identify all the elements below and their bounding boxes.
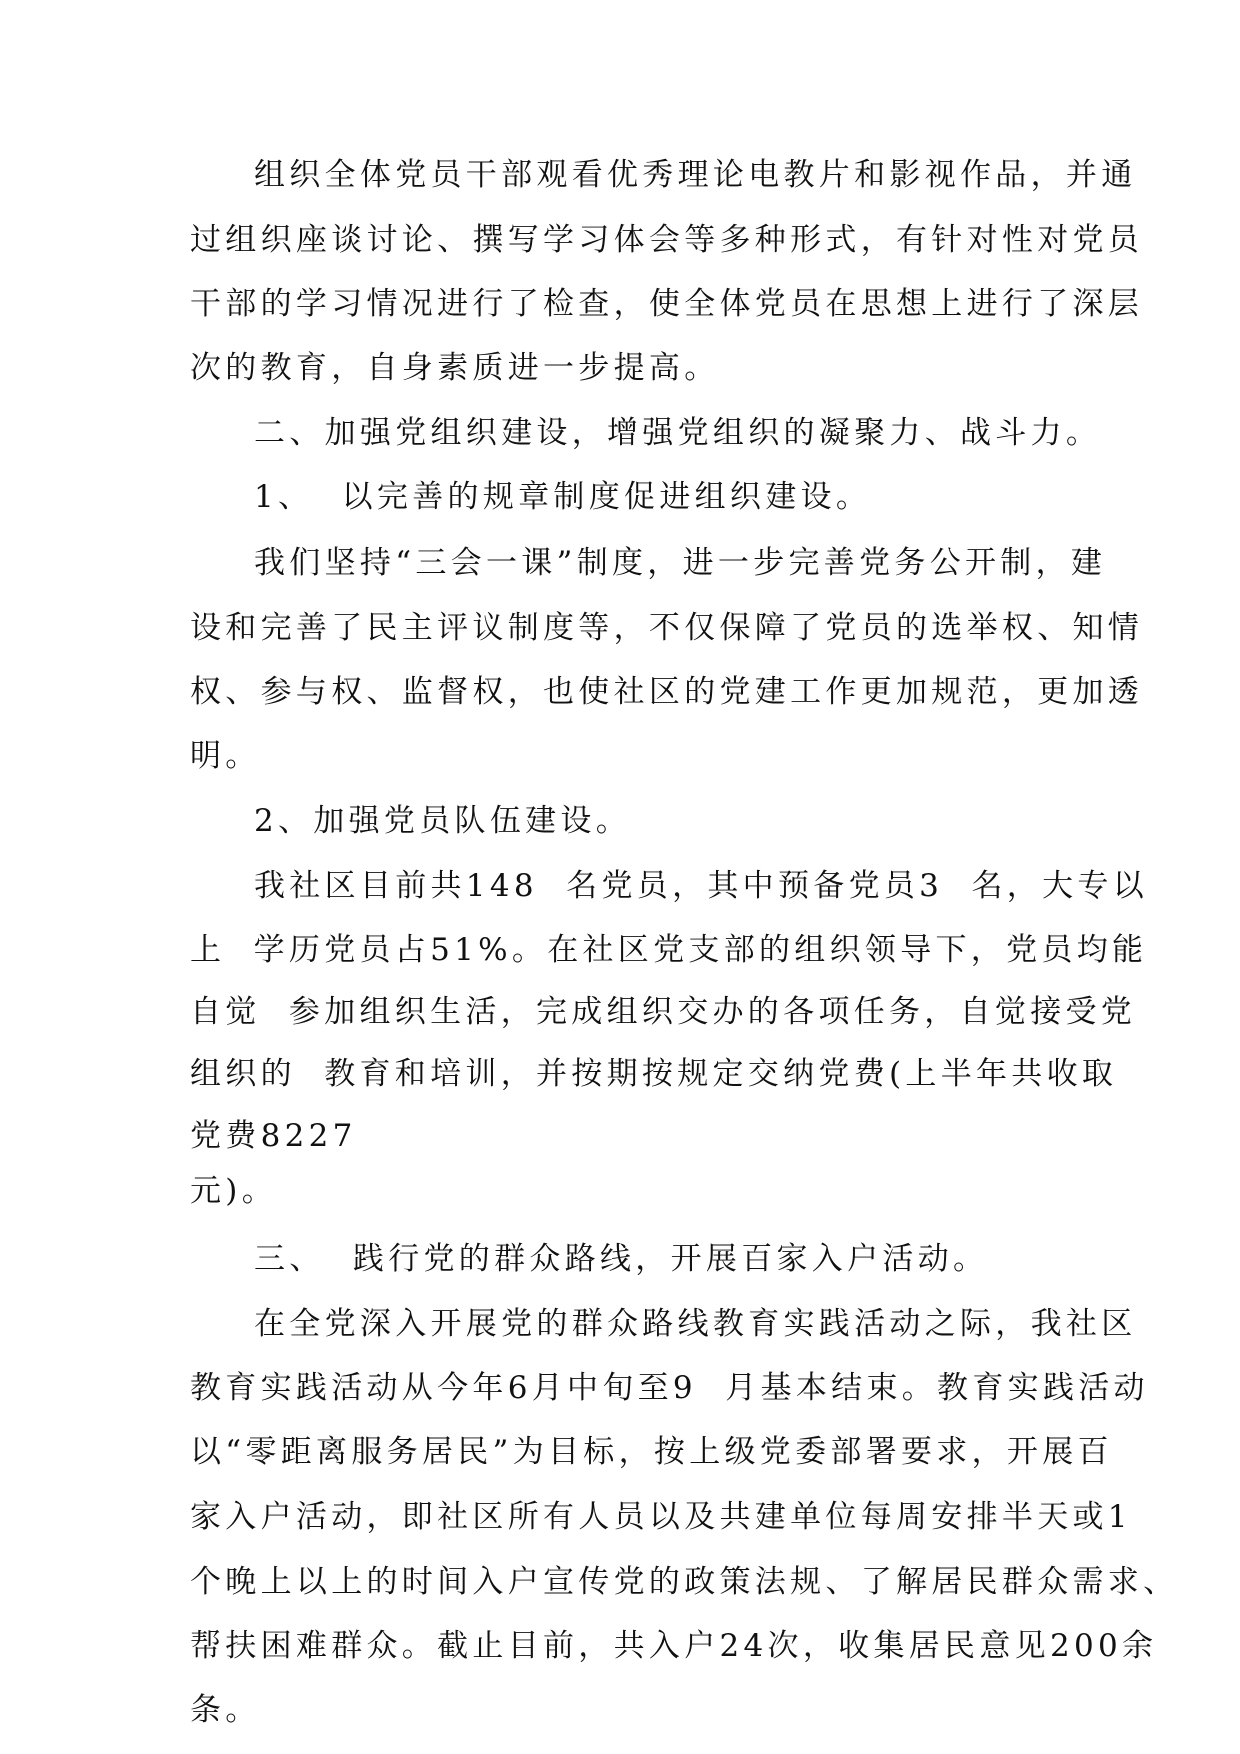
text-line: 我们坚持“三会一课”制度，进一步完善党务公开制，建 bbox=[254, 545, 1107, 581]
text-line: 自觉 参加组织生活，完成组织交办的各项任务，自觉接受党 bbox=[190, 994, 1137, 1030]
text-line: 我社区目前共148 名党员，其中预备党员3 名，大专以 bbox=[254, 868, 1149, 904]
text-line: 过组织座谈讨论、撰写学习体会等多种形式，有针对性对党员 bbox=[190, 222, 1144, 258]
subsection-heading: 2、加强党员队伍建设。 bbox=[254, 803, 632, 839]
text-line: 次的教育，自身素质进一步提高。 bbox=[190, 350, 720, 386]
section-heading: 三、 践行党的群众路线，开展百家入户活动。 bbox=[254, 1241, 989, 1277]
text-line: 帮扶困难群众。截止目前，共入户24次，收集居民意见200余 bbox=[190, 1628, 1158, 1664]
text-line: 明。 bbox=[190, 738, 261, 774]
text-line: 以“零距离服务居民”为目标，按上级党委部署要求，开展百 bbox=[190, 1434, 1113, 1470]
text-line: 上 学历党员占51%。在社区党支部的组织领导下，党员均能 bbox=[190, 932, 1148, 968]
text-line: 条。 bbox=[190, 1692, 261, 1728]
text-line: 组织的 教育和培训，并按期按规定交纳党费(上半年共收取 bbox=[190, 1056, 1118, 1092]
text-line: 个晚上以上的时间入户宣传党的政策法规、了解居民群众需求、 bbox=[190, 1564, 1179, 1600]
text-line: 党费8227 bbox=[190, 1118, 357, 1154]
section-heading: 二、加强党组织建设，增强党组织的凝聚力、战斗力。 bbox=[254, 415, 1102, 451]
subsection-heading: 1、 以完善的规章制度促进组织建设。 bbox=[254, 479, 872, 515]
text-line: 权、参与权、监督权，也使社区的党建工作更加规范，更加透 bbox=[190, 674, 1144, 710]
text-line: 干部的学习情况进行了检查，使全体党员在思想上进行了深层 bbox=[190, 286, 1144, 322]
text-line: 设和完善了民主评议制度等，不仅保障了党员的选举权、知情 bbox=[190, 610, 1144, 646]
text-line: 在全党深入开展党的群众路线教育实践活动之际，我社区 bbox=[254, 1306, 1137, 1342]
text-line: 组织全体党员干部观看优秀理论电教片和影视作品，并通 bbox=[254, 157, 1137, 193]
text-line: 元)。 bbox=[190, 1173, 277, 1209]
text-line: 家入户活动，即社区所有人员以及共建单位每周安排半天或1 bbox=[190, 1499, 1132, 1535]
text-line: 教育实践活动从今年6月中旬至9 月基本结束。教育实践活动 bbox=[190, 1370, 1149, 1406]
